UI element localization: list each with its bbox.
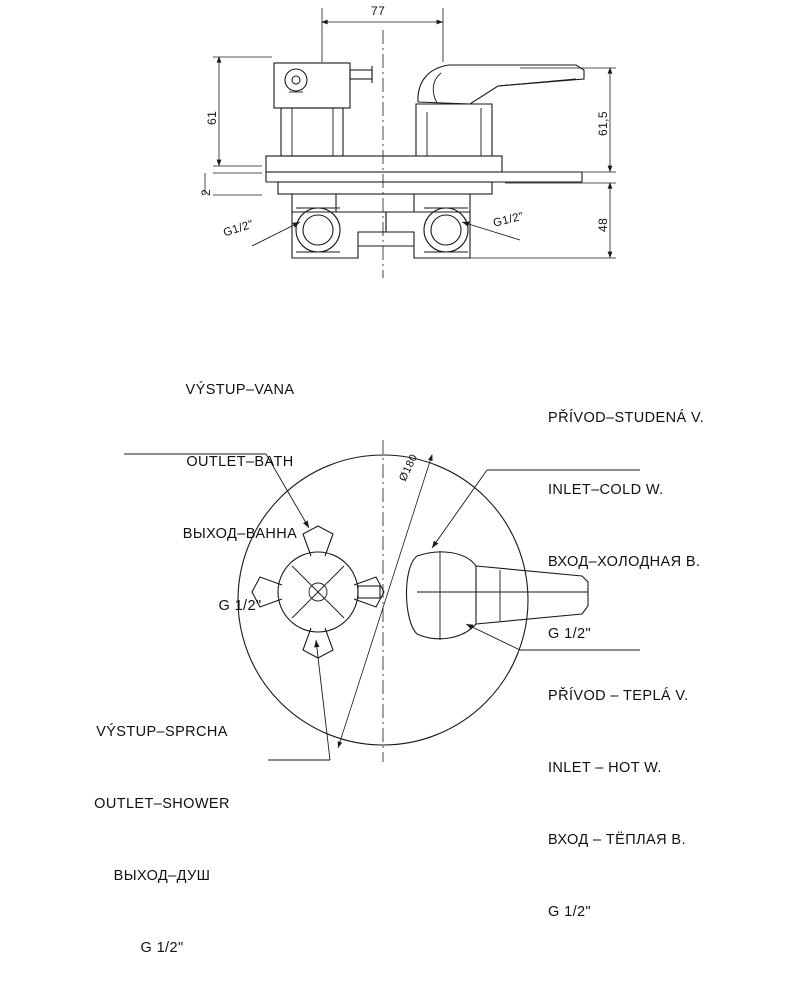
dim-label-61: 61 — [205, 110, 219, 125]
dim-2 — [205, 173, 262, 195]
thread-label-right: G1/2" — [492, 210, 525, 230]
callout-inlet-hot-line1: PŘÍVOD – TEPLÁ V. — [548, 688, 689, 704]
callout-outlet-shower-line2: OUTLET–SHOWER — [94, 796, 230, 812]
callout-inlet-hot-line2: INLET – HOT W. — [548, 760, 662, 776]
callout-inlet-cold-line2: INLET–COLD W. — [548, 482, 664, 498]
callout-outlet-bath-line4: G 1/2" — [218, 598, 262, 614]
inlet-fittings — [292, 194, 470, 258]
dim-label-77: 77 — [371, 4, 386, 18]
callout-inlet-hot — [548, 636, 798, 972]
callout-inlet-cold-line3: ВХОД–ХОЛОДНАЯ В. — [548, 554, 701, 570]
dim-label-2: 2 — [199, 188, 213, 196]
dim-label-48: 48 — [596, 217, 610, 232]
thread-label-left: G1/2" — [222, 218, 256, 240]
callout-inlet-cold-line4: G 1/2" — [548, 626, 592, 642]
dim-label-61-5: 61,5 — [596, 111, 610, 136]
callout-outlet-bath-line1: VÝSTUP–VANA — [185, 382, 295, 398]
callout-inlet-cold-line1: PŘÍVOD–STUDENÁ V. — [548, 410, 705, 426]
thread-leader-left — [252, 222, 300, 246]
callout-inlet-hot-line4: G 1/2" — [548, 904, 592, 920]
dim-61 — [213, 57, 272, 166]
callout-outlet-shower — [56, 672, 268, 1008]
left-control-knob — [274, 63, 372, 156]
callout-inlet-hot-line3: ВХОД – TЁПЛАЯ В. — [548, 832, 686, 848]
valve-body-plate — [266, 156, 582, 194]
right-lever-handle — [416, 65, 584, 156]
dim-label-diameter-180: Ø180 — [397, 452, 421, 484]
callout-outlet-bath-line3: ВЫХОД–ВАННА — [182, 526, 298, 542]
callout-outlet-bath-line2: OUTLET–BATH — [186, 454, 294, 470]
callout-outlet-shower-line3: ВЫХОД–ДУШ — [113, 868, 211, 884]
callout-outlet-bath — [120, 330, 360, 666]
callout-outlet-shower-line4: G 1/2" — [140, 940, 184, 956]
callout-outlet-shower-line1: VÝSTUP–SPRCHA — [96, 724, 228, 740]
